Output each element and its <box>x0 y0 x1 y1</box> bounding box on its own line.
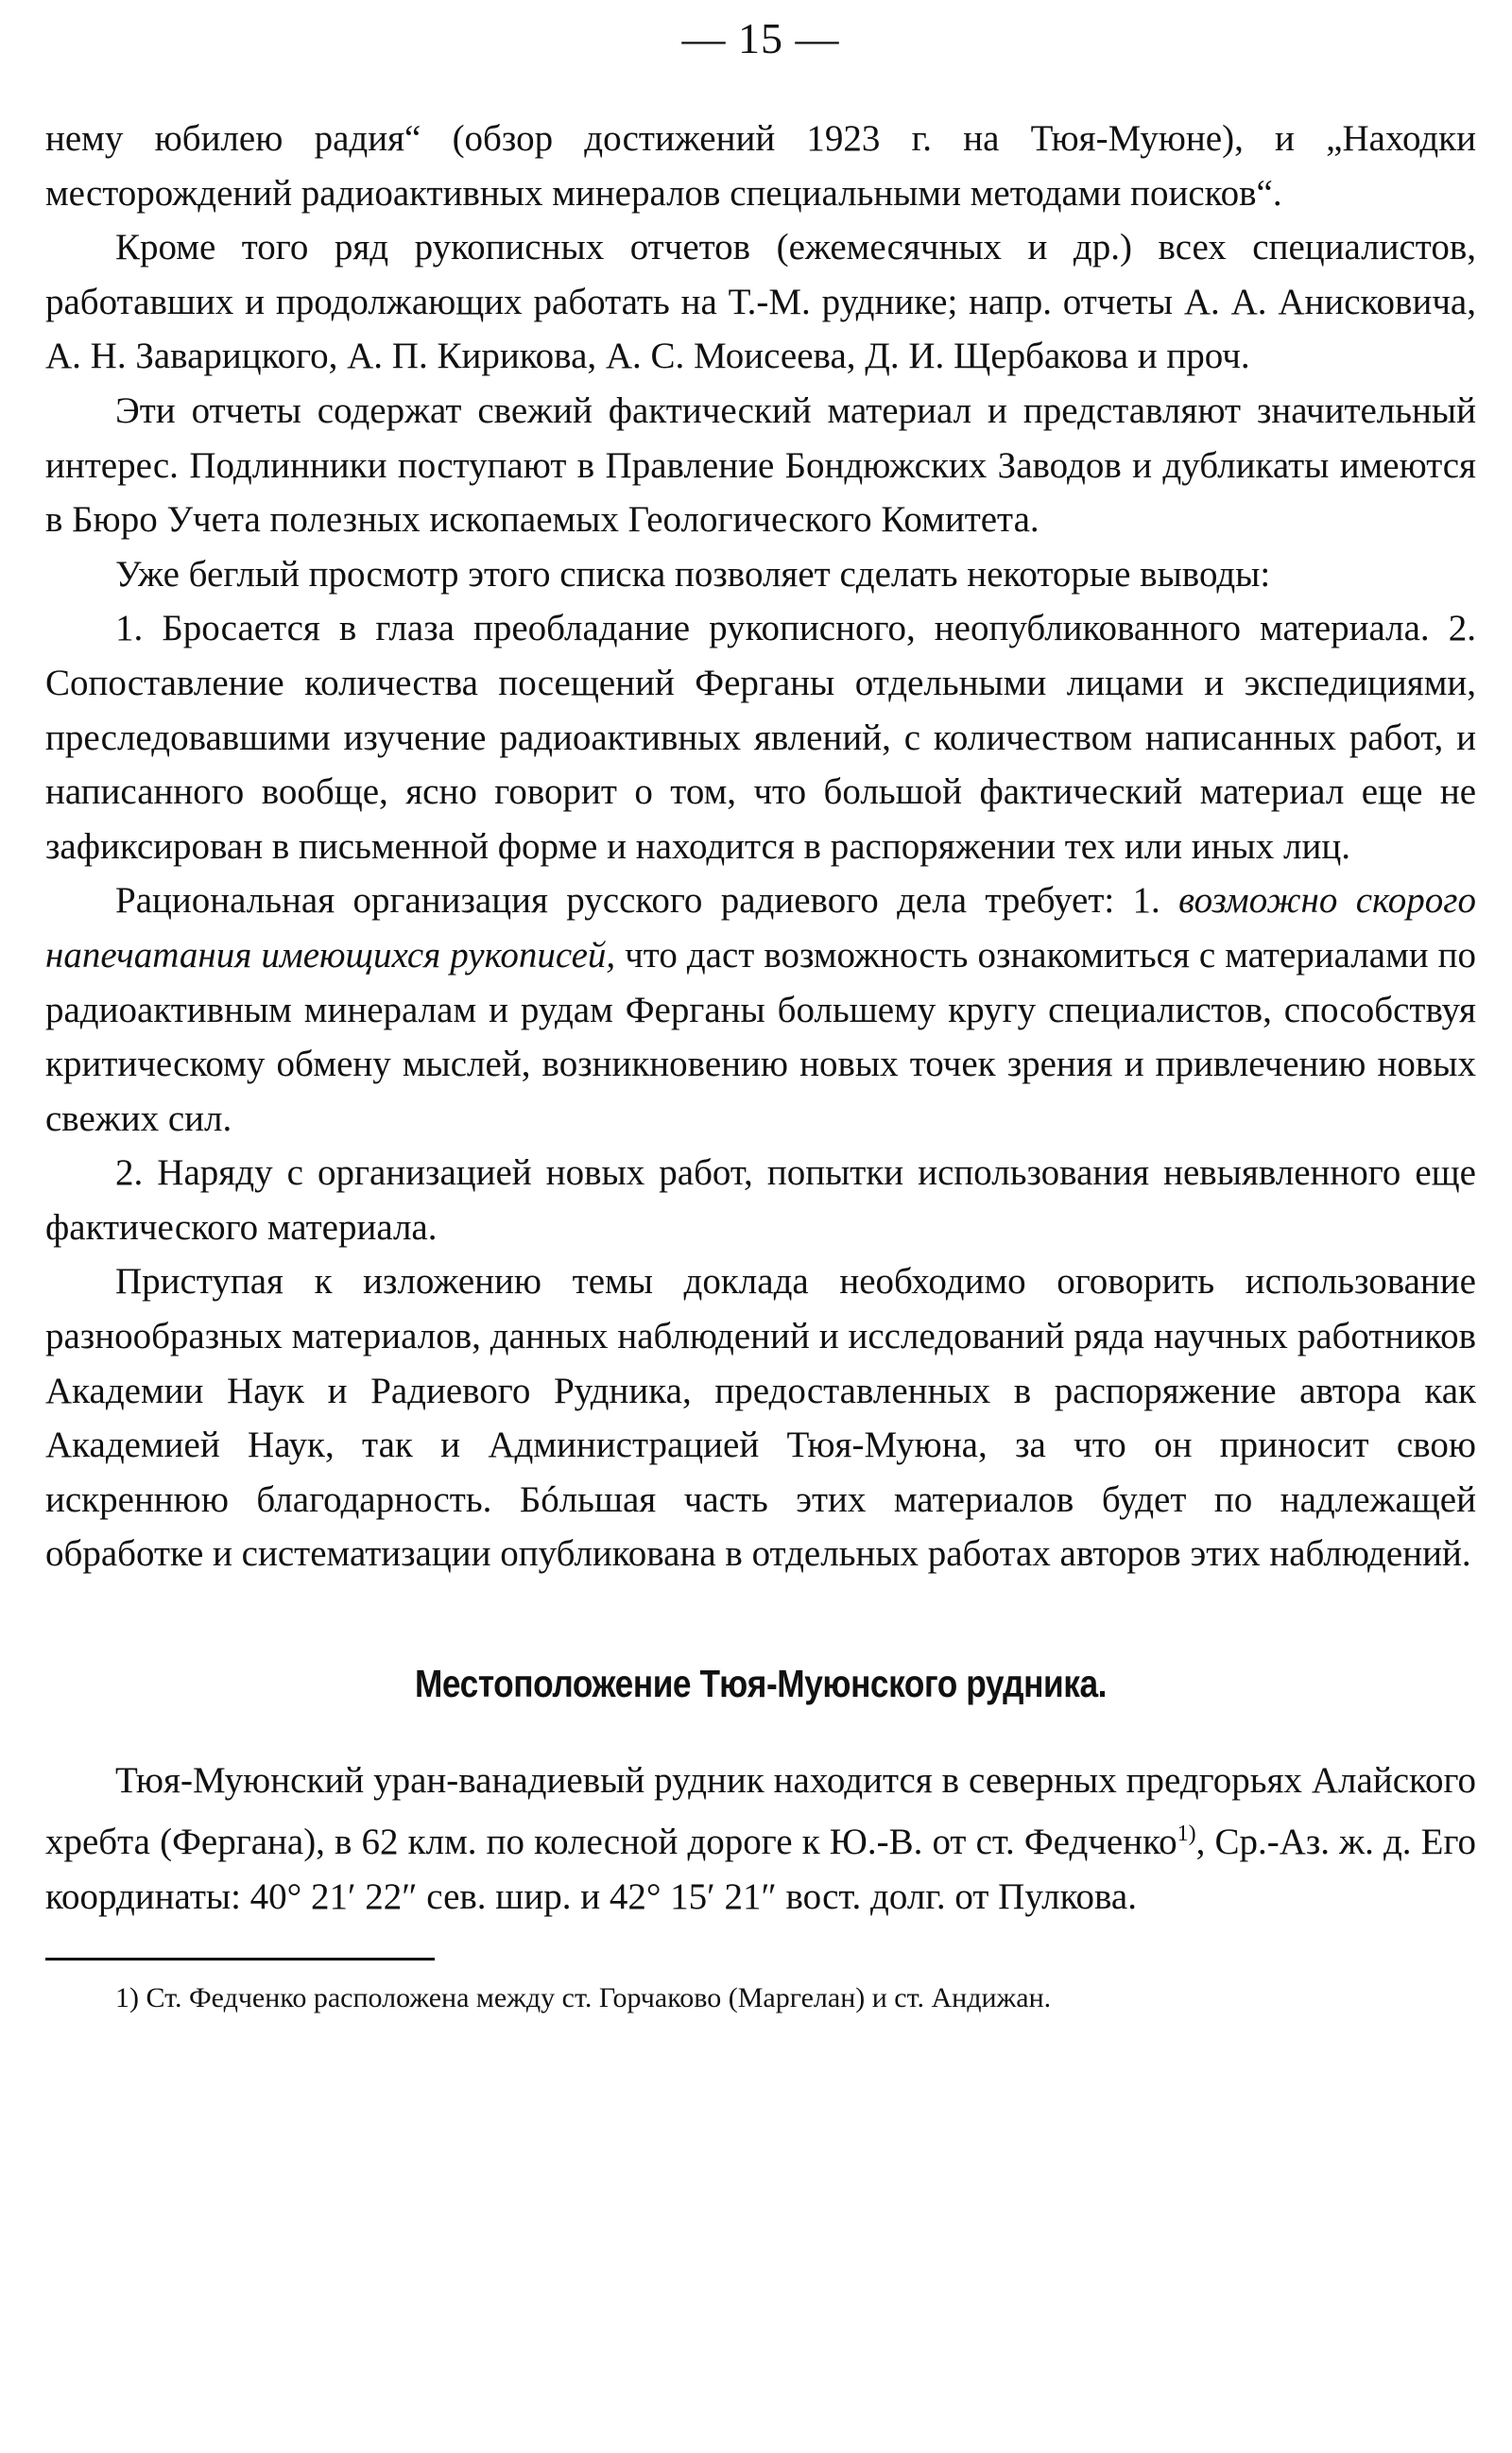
section-heading: Местоположение Тюя-Муюнского рудника. <box>414 1662 1108 1706</box>
document-page <box>45 0 1476 2017</box>
footnote-marker: 1) <box>1177 1822 1196 1847</box>
page-number-text: — 15 — <box>681 14 840 62</box>
rational-text-before: Рациональная организация русского радиевого дела требует: 1. <box>115 880 1179 922</box>
rational-text-after: что даст возможность ознакомиться с материалами по радиоактивным минералам и рудам Ферганы большему кругу специалистов, способствуя критическому обмену мыслей, возникновению новых точек зрения и привлечению новых свежих сил. <box>45 934 1476 1139</box>
paragraph-second-point: 2. Наряду с организацией новых работ, попытки использования невыявленного еще фактического материала. <box>45 1152 1476 1248</box>
footnote-divider <box>45 1958 435 1961</box>
paragraph-location <box>45 1753 1476 1925</box>
paragraph-rational-organization <box>45 873 1476 1146</box>
paragraph-interest: Эти отчеты содержат свежий фактический материал и представляют значительный интерес. Подлинники поступают в Правление Бондюжских Заводов и дубликаты имеются в Бюро Учета полезных ископаемых Геологического Комитета. <box>45 389 1476 541</box>
paragraph-conclusions: 1. Бросается в глаза преобладание рукописного, неопубликованного материала. 2. Сопоставление количества посещений Ферганы отдельными лицами и экспедициями, преследовавшими изучение радиоактивных явлений, с количеством написанных работ, и написанного вообще, ясно говорит о том, что большой фактический материал еще не зафиксирован в письменной форме и находится в распоряжении тех или иных лиц. <box>45 608 1476 867</box>
paragraph-conclusions-intro: Уже беглый просмотр этого списка позволяет сделать некоторые выводы: <box>115 553 1271 595</box>
location-text-after: , Ср.-Аз. ж. д. Его координаты: 40° 21′ 22″ сев. шир. и 42° 15′ 21″ вост. долг. от Пулкова. <box>45 1822 1476 1917</box>
paragraph-continuation: нему юбилею радия“ (обзор достижений 1923 г. на Тюя-Муюне), и „Находки месторождений радиоактивных минералов специальными методами поисков“. <box>45 118 1476 214</box>
footnote: 1) Ст. Федченко расположена между ст. Горчаково (Маргелан) и ст. Андижан. <box>115 1982 1052 2014</box>
location-text-before: Тюя-Муюнский уран-ванадиевый рудник находится в северных предгорьях Алайского хребта (Фергана), в 62 клм. по колесной дороге к Ю.-В. от ст. Федченко <box>45 1759 1476 1863</box>
paragraph-reports: Кроме того ряд рукописных отчетов (ежемесячных и др.) всех специалистов, работавших и продолжающих работать на Т.-М. руднике; напр. отчеты А. А. Анисковича, А. Н. Заварицкого, А. П. Кирикова, А. С. Моисеева, Д. И. Щербакова и проч. <box>45 227 1476 377</box>
document-body <box>45 112 1476 1924</box>
page-number <box>45 13 1476 62</box>
rational-italic: возможно скорого напечатания имеющихся рукописей, <box>45 880 1476 976</box>
paragraph-acknowledgement: Приступая к изложению темы доклада необходимо оговорить использование разнообразных материалов, данных наблюдений и исследований ряда научных работников Академии Наук и Радиевого Рудника, предоставленных в распоряжение автора как Академией Наук, так и Администрацией Тюя-Муюна, за что он приносит свою искреннюю благодарность. Бóльшая часть этих материалов будет по надлежащей обработке и систематизации опубликована в отдельных работах авторов этих наблюдений. <box>45 1261 1476 1575</box>
